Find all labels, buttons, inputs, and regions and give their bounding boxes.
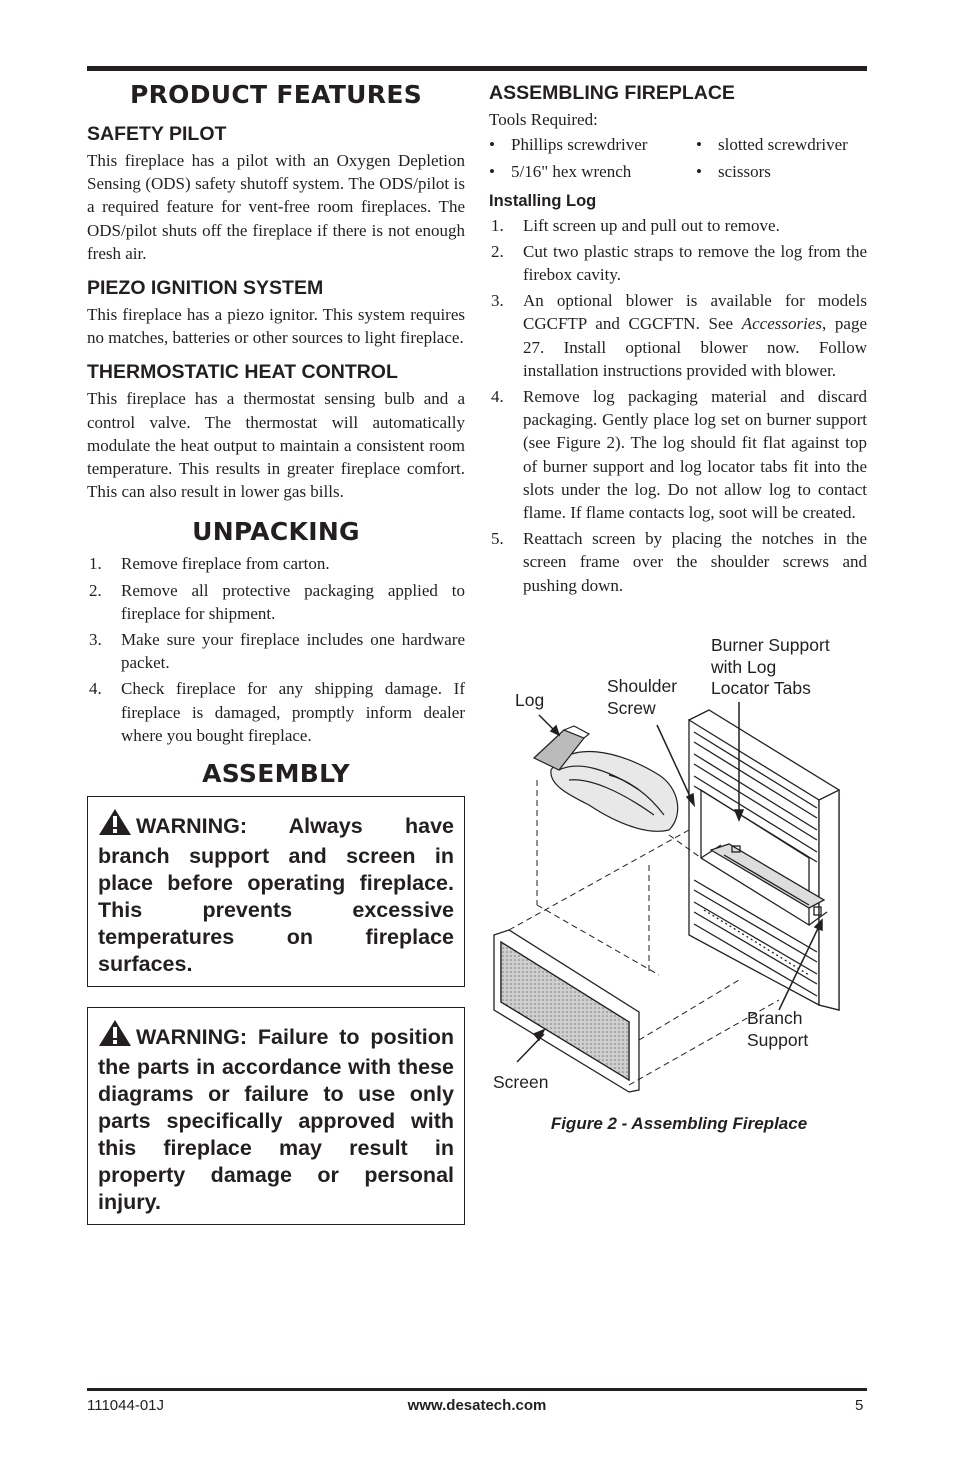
label-branch-support: Branch Support (747, 1008, 809, 1050)
right-column (489, 78, 867, 600)
step-text: Remove all protective packaging applied to fireplace for shipment. (121, 580, 465, 623)
unpacking-title: UNPACKING (192, 517, 360, 547)
installing-log-heading: Installing Log (489, 191, 597, 210)
installing-log-step (489, 240, 867, 286)
assembling-fireplace-heading: ASSEMBLING FIREPLACE (489, 82, 735, 104)
label-burner-support: Burner Support with Log Locator Tabs (711, 635, 830, 698)
step-number: 5. (491, 529, 504, 549)
footer-website[interactable]: www.desatech.com (407, 1397, 547, 1414)
step-text: An optional blower is available for models CGCFTP and CGCFTN. See Accessories, page 27. Install optional blower now. Follow installation instructions provided with blower. (523, 291, 867, 380)
tools-list (489, 133, 867, 183)
tool-item: • slotted screwdriver (696, 135, 848, 155)
step-number: 4. (491, 387, 504, 407)
step-text: Remove log packaging material and discard packaging. Gently place log set on burner support (see Figure 2). The log should fit flat against top of burner support and log locator tabs fit into the slots under the log. Do not allow log to contact flame. If flame contacts log, soot will be created. (523, 387, 867, 523)
step-number: 2. (491, 241, 504, 261)
step-text: Cut two plastic straps to remove the log from the firebox cavity. (523, 241, 867, 285)
thermostatic-text: This fireplace has a thermostat sensing bulb and a control valve. The thermostat will automatically modulate the heat output to maintain a consistent room temperature. This results in greater fireplace comfort. This can also result in lower gas bills. (87, 389, 465, 502)
installing-log-step (489, 214, 867, 237)
footer-doc-number: 111044-01J (87, 1397, 165, 1414)
unpacking-step (87, 628, 465, 674)
product-features-title: PRODUCT FEATURES (129, 80, 423, 109)
step-number: 3. (89, 630, 102, 650)
installing-log-step (489, 385, 867, 524)
step-number: 4. (89, 679, 102, 699)
step-number: 1. (491, 215, 504, 235)
tool-item: • 5/16" hex wrench (489, 162, 632, 182)
top-rule (87, 66, 867, 71)
tool-item: • scissors (696, 162, 771, 182)
warning-icon (98, 1019, 132, 1054)
installing-log-steps (489, 214, 867, 597)
piezo-text: This fireplace has a piezo ignitor. This system requires no matches, batteries or other sources to light fireplace. (87, 305, 465, 348)
step-text: Reattach screen by placing the notches in the screen frame over the shoulder screws and pushing down. (523, 529, 867, 595)
warning-box-parts (87, 1007, 465, 1225)
installing-log-step (489, 289, 867, 382)
unpacking-step (87, 677, 465, 747)
warning-icon (98, 808, 132, 843)
installing-log-step (489, 527, 867, 597)
bottom-rule (87, 1388, 867, 1391)
figure-assembling-fireplace (489, 630, 869, 1100)
warning-text-parts: WARNING: Failure to position the parts in accordance with these diagrams or failure to use only parts specifically approved with this fireplace may result in property damage or personal injury. (98, 1025, 454, 1215)
tool-item: • Phillips screwdriver (489, 135, 648, 155)
piezo-heading: PIEZO IGNITION SYSTEM (87, 277, 324, 300)
step-text: Remove fireplace from carton. (121, 554, 330, 574)
label-screen: Screen (493, 1072, 549, 1092)
safety-pilot-text: This fireplace has a pilot with an Oxygen Depletion Sensing (ODS) safety shutoff system. The ODS/pilot is a required feature for vent-free room fireplaces. The ODS/pilot shuts off the fireplace if there is not enough fresh air. (87, 151, 465, 263)
accessories-reference: Accessories (741, 314, 822, 334)
label-shoulder-screw: Shoulder Screw (607, 676, 678, 718)
step-number: 3. (491, 291, 504, 311)
thermostatic-heading: THERMOSTATIC HEAT CONTROL (87, 361, 398, 384)
tools-required-label: Tools Required: (489, 110, 598, 129)
label-log: Log (515, 690, 545, 710)
unpacking-step (87, 552, 465, 575)
warning-box-branch-support (87, 796, 465, 987)
left-column (87, 78, 465, 1225)
assembly-title: ASSEMBLY (202, 759, 350, 789)
figure-caption: Figure 2 - Assembling Fireplace (550, 1114, 808, 1133)
unpacking-step (87, 579, 465, 625)
step-text: Make sure your fireplace includes one hardware packet. (121, 630, 465, 673)
step-number: 1. (89, 554, 102, 574)
step-text: Check fireplace for any shipping damage. If fireplace is damaged, promptly inform dealer where you bought fireplace. (121, 679, 465, 745)
safety-pilot-heading: SAFETY PILOT (87, 123, 227, 145)
fireplace-diagram (489, 630, 869, 1100)
unpacking-steps (87, 552, 465, 747)
step-number: 2. (89, 580, 102, 600)
warning-text-branch-support: WARNING: Always have branch support and screen in place before operating fireplace. This prevents excessive temperatures on fireplace surfaces. (98, 814, 454, 977)
footer-page-number: 5 (855, 1397, 864, 1414)
step-text: Lift screen up and pull out to remove. (523, 215, 780, 235)
